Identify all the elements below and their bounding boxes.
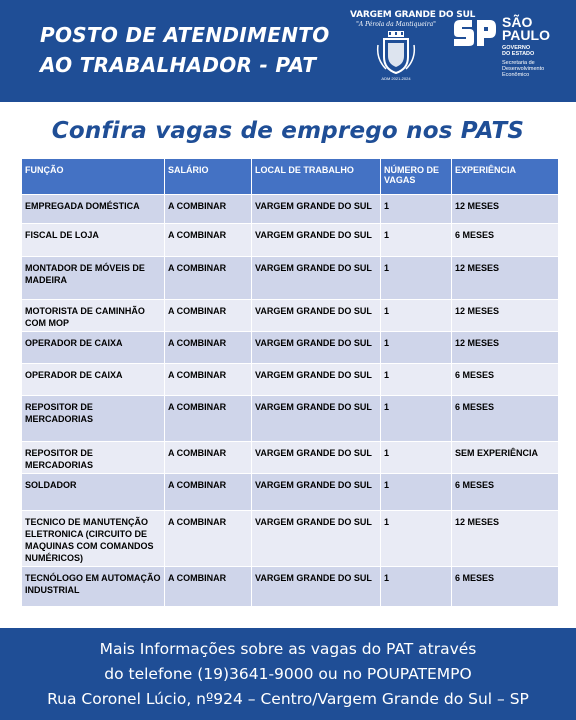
state-logo-government: GOVERNO DO ESTADO [502,45,535,57]
cell-vagas: 1 [381,332,452,364]
cell-funcao: REPOSITOR DE MERCADORIAS [22,396,165,442]
cell-experiencia: 6 MESES [452,567,559,607]
cell-vagas: 1 [381,396,452,442]
cell-vagas: 1 [381,224,452,257]
cell-salario: A COMBINAR [165,332,252,364]
column-header-experiencia: EXPERIÊNCIA [452,159,559,195]
cell-vagas: 1 [381,511,452,567]
cell-salario: A COMBINAR [165,224,252,257]
cell-experiencia: 12 MESES [452,195,559,224]
cell-experiencia: 12 MESES [452,332,559,364]
cell-local: VARGEM GRANDE DO SUL [252,332,381,364]
cell-salario: A COMBINAR [165,396,252,442]
cell-funcao: MONTADOR DE MÓVEIS DE MADEIRA [22,257,165,300]
state-logo-secretariat: Secretaria de Desenvolvimento Econômico [502,60,545,78]
cell-local: VARGEM GRANDE DO SUL [252,396,381,442]
city-logo-term: ADM 2021-2024 [381,76,411,81]
table-row [22,474,559,511]
table-row [22,396,559,442]
cell-vagas: 1 [381,442,452,474]
cell-local: VARGEM GRANDE DO SUL [252,511,381,567]
cell-funcao: MOTORISTA DE CAMINHÃO COM MOP [22,300,165,332]
cell-local: VARGEM GRANDE DO SUL [252,442,381,474]
cell-experiencia: 12 MESES [452,300,559,332]
cell-experiencia: SEM EXPERIÊNCIA [452,442,559,474]
cell-funcao: OPERADOR DE CAIXA [22,332,165,364]
cell-funcao: FISCAL DE LOJA [22,224,165,257]
column-header-salario: SALÁRIO [165,159,252,195]
city-logo-name: VARGEM GRANDE DO SUL [350,10,476,20]
header-title-line2: AO TRABALHADOR - PAT [40,53,317,77]
table-row [22,442,559,474]
cell-experiencia: 6 MESES [452,224,559,257]
cell-salario: A COMBINAR [165,257,252,300]
column-header-local: LOCAL DE TRABALHO [252,159,381,195]
column-header-vagas: NÚMERO DE VAGAS [381,159,452,195]
cell-experiencia: 6 MESES [452,474,559,511]
cell-salario: A COMBINAR [165,364,252,396]
footer-line2: do telefone (19)3641-9000 ou no POUPATEMPO [104,665,472,683]
table-row [22,364,559,396]
table-row [22,257,559,300]
city-logo-motto: "A Pérola da Mantiqueira" [356,21,436,28]
cell-local: VARGEM GRANDE DO SUL [252,224,381,257]
cell-salario: A COMBINAR [165,567,252,607]
cell-funcao: REPOSITOR DE MERCADORIAS [22,442,165,474]
cell-local: VARGEM GRANDE DO SUL [252,257,381,300]
table-row [22,224,559,257]
table-row [22,511,559,567]
cell-funcao: SOLDADOR [22,474,165,511]
city-logo [350,10,476,90]
state-logo [452,16,562,86]
cell-salario: A COMBINAR [165,195,252,224]
table-row [22,300,559,332]
cell-vagas: 1 [381,567,452,607]
cell-experiencia: 6 MESES [452,364,559,396]
page-title: Confira vagas de emprego nos PATS [51,118,525,144]
state-logo-name: SÃO PAULO [502,14,550,43]
sp-map-icon [452,18,498,48]
cell-funcao: TECNICO DE MANUTENÇÃO ELETRONICA (CIRCUITO DE MAQUINAS COM COMANDOS NUMÉRICOS) [22,511,165,567]
cell-local: VARGEM GRANDE DO SUL [252,195,381,224]
cell-funcao: EMPREGADA DOMÉSTICA [22,195,165,224]
footer-info [0,628,576,720]
job-vacancies-table [21,158,559,607]
cell-funcao: TECNÓLOGO EM AUTOMAÇÃO INDUSTRIAL [22,567,165,607]
cell-salario: A COMBINAR [165,300,252,332]
cell-funcao: OPERADOR DE CAIXA [22,364,165,396]
footer-line1: Mais Informações sobre as vagas do PAT através [99,640,477,658]
cell-experiencia: 6 MESES [452,396,559,442]
cell-vagas: 1 [381,474,452,511]
cell-salario: A COMBINAR [165,442,252,474]
table-row [22,567,559,607]
cell-local: VARGEM GRANDE DO SUL [252,474,381,511]
footer-address: Rua Coronel Lúcio, nº924 – Centro/Vargem Grande do Sul – SP [47,690,529,708]
header-title-line1: POSTO DE ATENDIMENTO [40,23,330,47]
cell-vagas: 1 [381,257,452,300]
cell-salario: A COMBINAR [165,474,252,511]
table-header-row [22,159,559,195]
column-header-funcao: FUNÇÃO [22,159,165,195]
cell-vagas: 1 [381,195,452,224]
cell-local: VARGEM GRANDE DO SUL [252,567,381,607]
cell-local: VARGEM GRANDE DO SUL [252,300,381,332]
cell-vagas: 1 [381,364,452,396]
cell-experiencia: 12 MESES [452,511,559,567]
table-row [22,332,559,364]
table-row [22,195,559,224]
header-banner [0,0,576,102]
cell-salario: A COMBINAR [165,511,252,567]
header-title [40,20,330,80]
cell-local: VARGEM GRANDE DO SUL [252,364,381,396]
cell-experiencia: 12 MESES [452,257,559,300]
cell-vagas: 1 [381,300,452,332]
city-crest-icon [376,31,416,75]
